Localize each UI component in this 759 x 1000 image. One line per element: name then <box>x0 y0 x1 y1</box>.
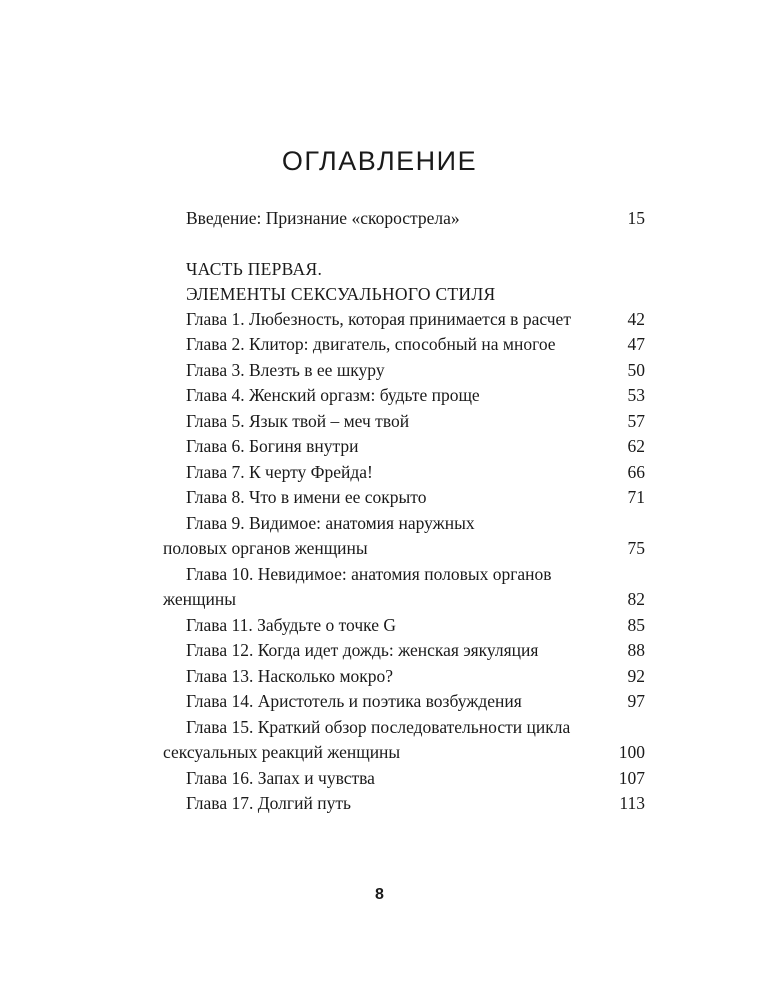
toc-entry-page: 47 <box>627 334 645 354</box>
toc-entry-title: Глава 1. Любезность, которая принимается в расчет <box>186 309 571 329</box>
toc-heading: ОГЛАВЛЕНИЕ <box>281 146 478 176</box>
toc-entry-title: Глава 6. Богиня внутри <box>186 436 359 456</box>
toc-entry-title: Глава 16. Запах и чувства <box>186 768 375 788</box>
toc-entry-title: Глава 17. Долгий путь <box>186 793 351 813</box>
toc-entry-title: Глава 2. Клитор: двигатель, способный на многое <box>186 334 556 354</box>
toc-entry-page: 50 <box>627 360 645 380</box>
toc-entry-chapter-15 <box>163 716 645 738</box>
toc-entry-page: 100 <box>618 742 645 762</box>
page-number: 8 <box>375 886 384 903</box>
toc-entry-page: 92 <box>627 666 645 686</box>
toc-entry-page: 97 <box>627 691 645 711</box>
toc-entry-chapter-10-continued <box>163 588 645 610</box>
toc-entry-chapter-12 <box>163 639 645 661</box>
toc-entry-title: Глава 11. Забудьте о точке G <box>186 615 396 635</box>
toc-entry-chapter-8 <box>163 486 645 508</box>
toc-entry-page: 42 <box>627 309 645 329</box>
toc-entry-title: Глава 5. Язык твой – меч твой <box>186 411 410 431</box>
toc-entry-title: Глава 10. Невидимое: анатомия половых органов <box>186 564 552 584</box>
toc-entry-page: 113 <box>619 793 645 813</box>
toc-entry-chapter-3 <box>163 359 645 381</box>
toc-entry-title: Глава 8. Что в имени ее сокрыто <box>186 487 427 507</box>
toc-entry-page: 57 <box>627 411 645 431</box>
toc-entry-chapter-10 <box>163 563 645 585</box>
toc-entry-chapter-9 <box>163 512 645 534</box>
toc-entry-chapter-16 <box>163 767 645 789</box>
toc-entry-title: Глава 3. Влезть в ее шкуру <box>186 360 385 380</box>
toc-entry-page: 85 <box>627 615 645 635</box>
toc-entry-chapter-11 <box>163 614 645 636</box>
toc-entry-page: 88 <box>627 640 645 660</box>
toc-entry-title-continued: женщины <box>163 589 236 609</box>
toc-entry-title: Введение: Признание «скорострела» <box>186 208 460 228</box>
toc-entry-chapter-14 <box>163 690 645 712</box>
toc-entry-page: 71 <box>627 487 645 507</box>
toc-entry-page: 53 <box>627 385 645 405</box>
toc-entry-title: Глава 7. К черту Фрейда! <box>186 462 373 482</box>
toc-entry-page: 62 <box>627 436 645 456</box>
toc-entry-chapter-2 <box>163 333 645 355</box>
toc-entry-title: Глава 14. Аристотель и поэтика возбуждения <box>186 691 522 711</box>
toc-entry-chapter-17 <box>163 792 645 814</box>
toc-entry-title: Глава 15. Краткий обзор последовательности цикла <box>186 717 571 737</box>
toc-entry-intro <box>163 207 645 229</box>
toc-entry-chapter-9-continued <box>163 537 645 559</box>
toc-entry-page: 82 <box>627 589 645 609</box>
part-title: ЭЛЕМЕНТЫ СЕКСУАЛЬНОГО СТИЛЯ <box>186 284 496 304</box>
toc-entry-title: Глава 4. Женский оргазм: будьте проще <box>186 385 480 405</box>
toc-entry-title: Глава 9. Видимое: анатомия наружных <box>186 513 475 533</box>
toc-entry-title-continued: сексуальных реакций женщины <box>163 742 401 762</box>
toc-entry-page: 66 <box>627 462 645 482</box>
toc-entry-chapter-5 <box>163 410 645 432</box>
toc-entry-page: 107 <box>618 768 645 788</box>
toc-entry-title-continued: половых органов женщины <box>163 538 368 558</box>
toc-entry-chapter-13 <box>163 665 645 687</box>
toc-entry-chapter-15-continued <box>163 741 645 763</box>
toc-entry-page: 75 <box>627 538 645 558</box>
part-label: ЧАСТЬ ПЕРВАЯ. <box>186 259 323 279</box>
toc-entry-page: 15 <box>627 208 645 228</box>
toc-entry-chapter-4 <box>163 384 645 406</box>
toc-entry-chapter-7 <box>163 461 645 483</box>
toc-entry-chapter-1 <box>163 308 645 330</box>
toc-entry-title: Глава 13. Насколько мокро? <box>186 666 394 686</box>
toc-entry-chapter-6 <box>163 435 645 457</box>
toc-entry-title: Глава 12. Когда идет дождь: женская эякуляция <box>186 640 539 660</box>
